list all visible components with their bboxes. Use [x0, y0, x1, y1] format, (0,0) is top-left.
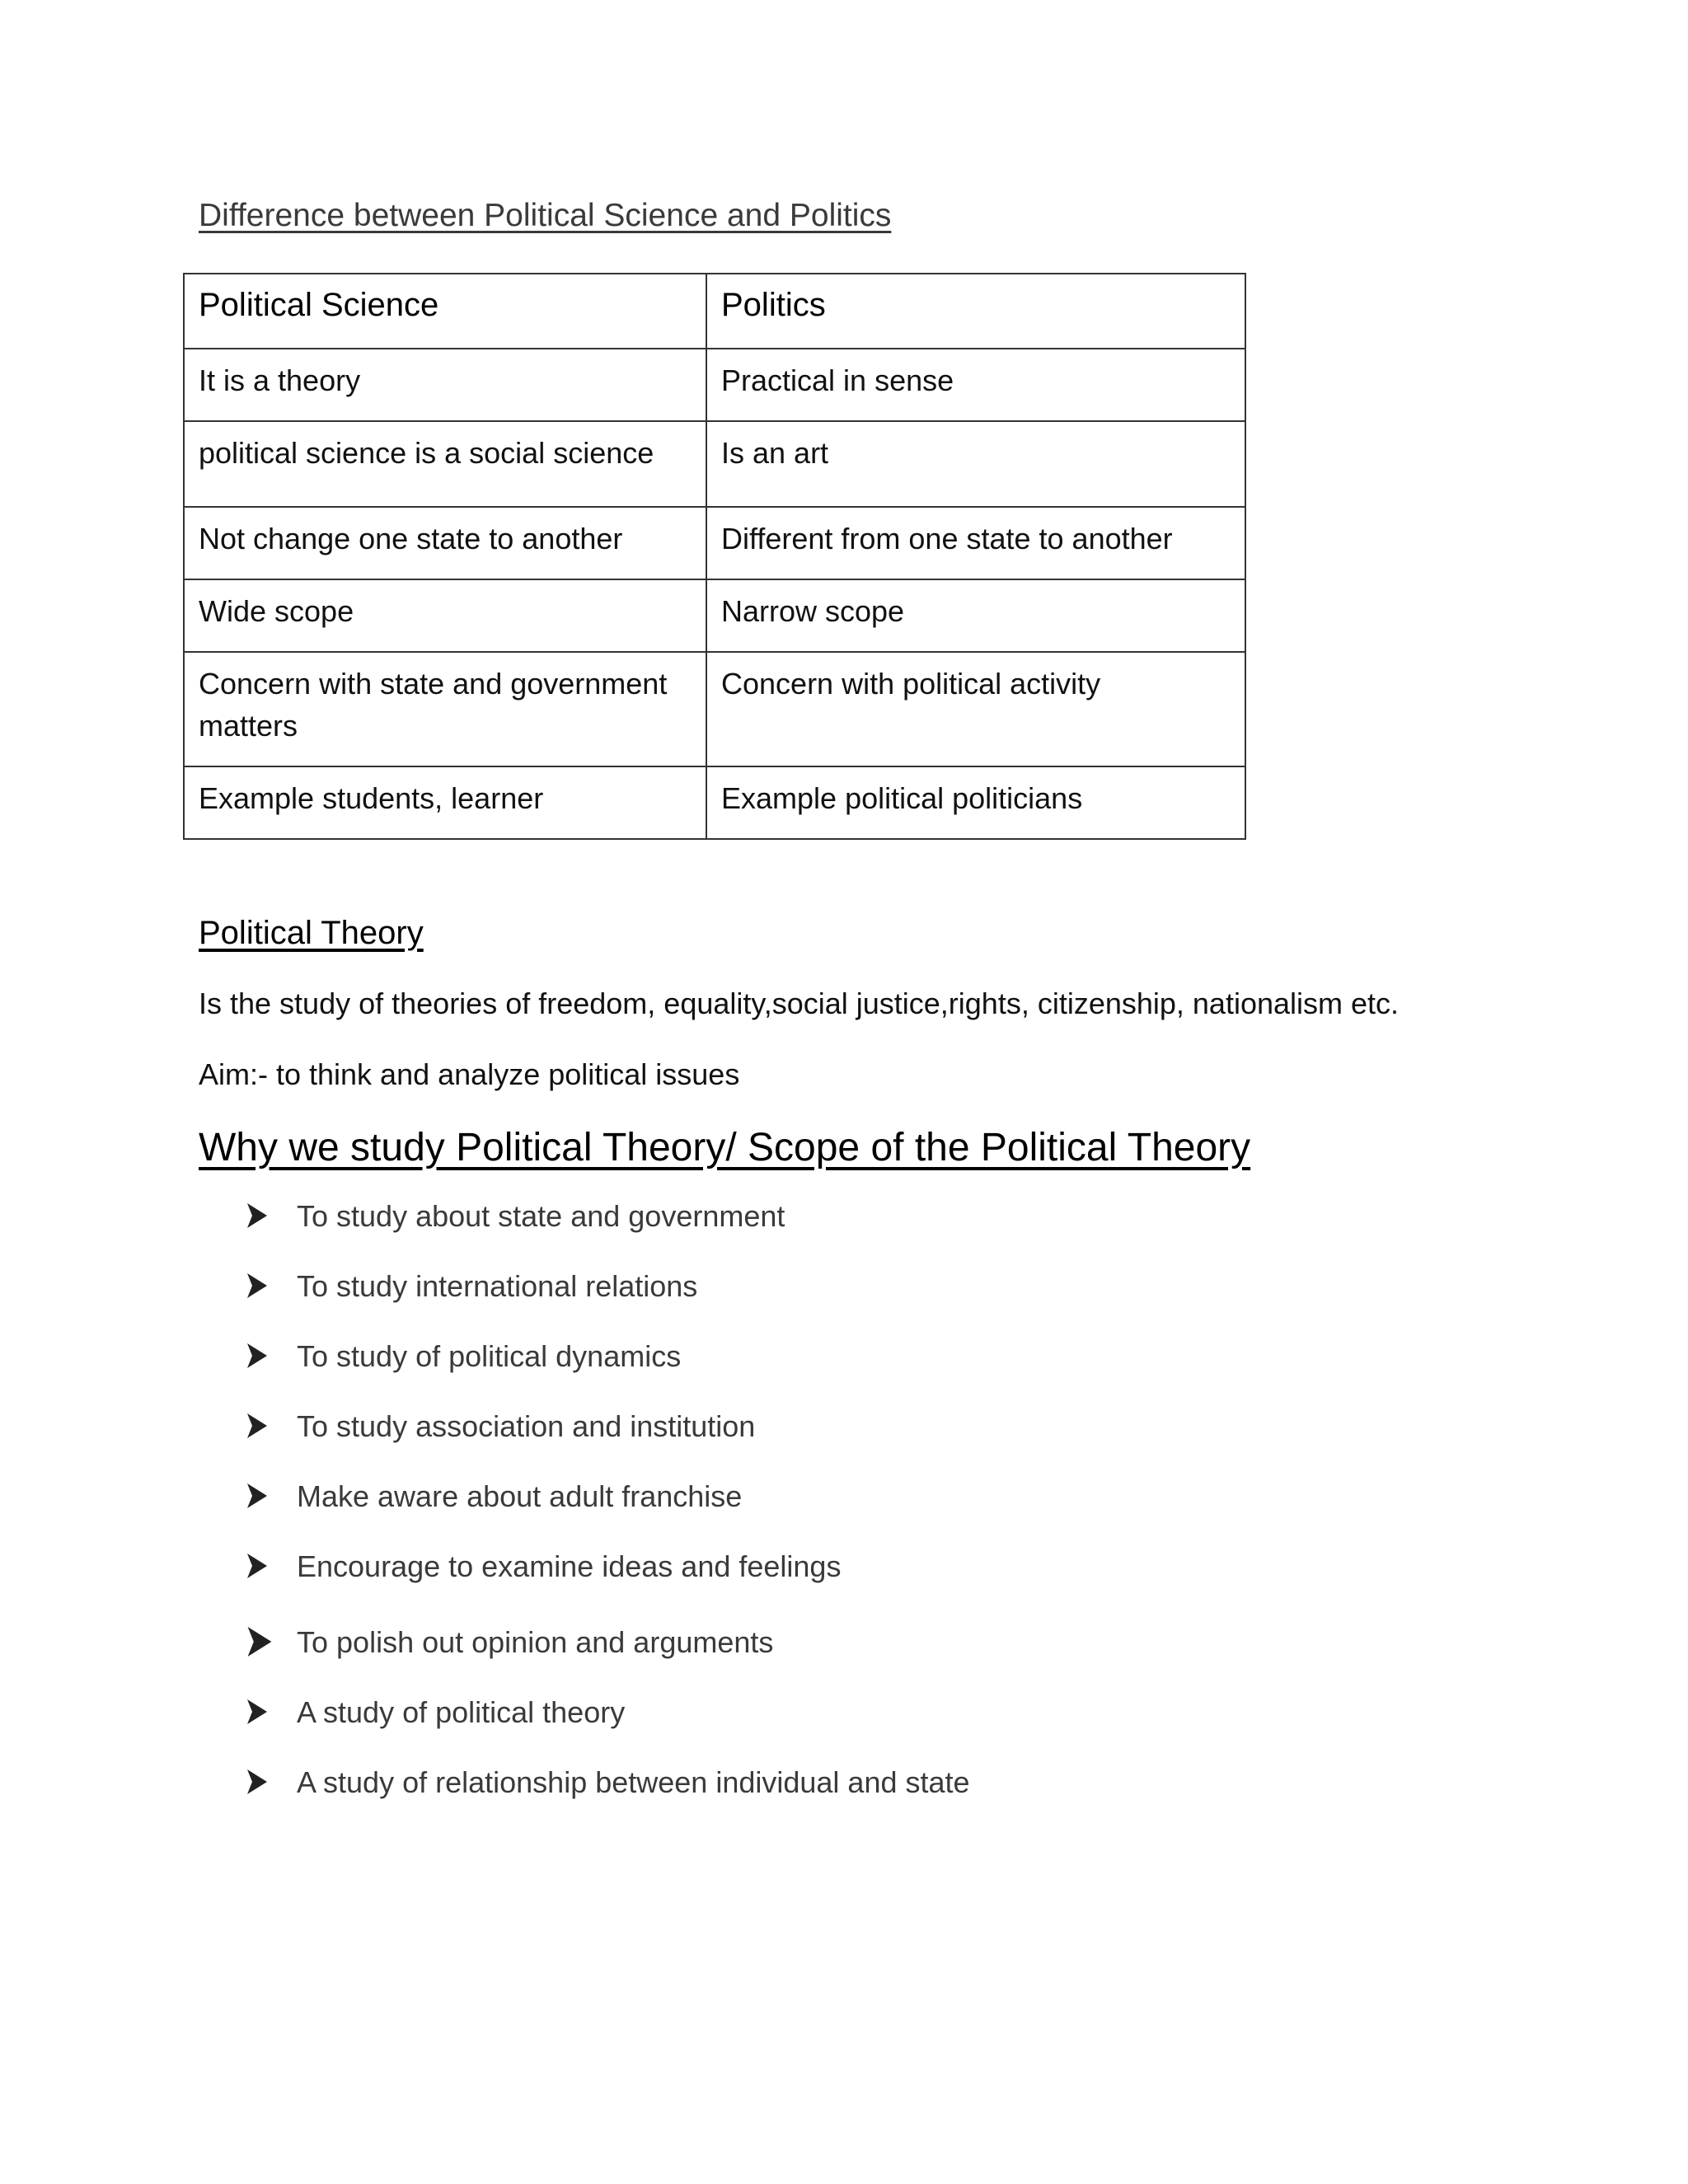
definition-text: Is the study of theories of freedom, equality,social justice,rights, citizenship, nationalism etc. [199, 987, 1400, 1020]
table-cell: Example political politicians [706, 766, 1245, 839]
table-header-cell: Political Science [184, 274, 706, 349]
table-cell: Not change one state to another [184, 507, 706, 579]
table-cell: Concern with state and government matters [184, 652, 706, 766]
table-row [184, 579, 1245, 652]
list-item-label: To study about state and government [297, 1199, 785, 1233]
table-row [184, 349, 1245, 421]
table-cell: It is a theory [184, 349, 706, 421]
arrowhead-bullet-icon [247, 1203, 267, 1228]
list-item [247, 1267, 970, 1337]
comparison-table [183, 273, 1246, 840]
table-header-row [184, 274, 1245, 349]
list-item-label: A study of political theory [297, 1695, 626, 1729]
list-item [247, 1763, 970, 1833]
list-item [247, 1623, 970, 1693]
table-cell: Wide scope [184, 579, 706, 652]
table-row [184, 766, 1245, 839]
arrowhead-bullet-icon [247, 1769, 267, 1794]
section-title-scope: Why we study Political Theory/ Scope of the Political Theory [199, 1126, 1251, 1169]
list-item [247, 1197, 970, 1267]
section-title-political-theory: Political Theory [199, 915, 424, 951]
list-item [247, 1547, 970, 1623]
list-item-label: To study international relations [297, 1269, 698, 1303]
arrowhead-bullet-icon [247, 1554, 267, 1578]
arrowhead-bullet-icon [247, 1273, 267, 1298]
arrowhead-bullet-icon [247, 1627, 272, 1657]
list-item [247, 1477, 970, 1547]
table-cell: Example students, learner [184, 766, 706, 839]
arrowhead-bullet-icon [247, 1343, 267, 1368]
list-item-label: To study association and institution [297, 1409, 756, 1443]
table-header-cell: Politics [706, 274, 1245, 349]
table-cell: Practical in sense [706, 349, 1245, 421]
list-item-label: A study of relationship between individual and state [297, 1765, 970, 1799]
table-cell: political science is a social science [184, 421, 706, 507]
table-row [184, 507, 1245, 579]
table-cell: Different from one state to another [706, 507, 1245, 579]
list-item-label: Encourage to examine ideas and feelings [297, 1549, 842, 1583]
table-cell: Narrow scope [706, 579, 1245, 652]
table-cell: Is an art [706, 421, 1245, 507]
list-item-label: To study of political dynamics [297, 1339, 682, 1373]
list-item-label: Make aware about adult franchise [297, 1479, 743, 1513]
arrowhead-bullet-icon [247, 1699, 267, 1724]
list-item [247, 1337, 970, 1407]
table-cell: Concern with political activity [706, 652, 1245, 766]
table-row [184, 421, 1245, 507]
section-title-difference: Difference between Political Science and Politics [199, 198, 892, 233]
aim-text: Aim:- to think and analyze political issues [199, 1057, 740, 1091]
list-item [247, 1693, 970, 1763]
list-item [247, 1407, 970, 1477]
list-item-label: To polish out opinion and arguments [297, 1625, 774, 1659]
table-row [184, 652, 1245, 766]
scope-list [247, 1197, 970, 1833]
arrowhead-bullet-icon [247, 1413, 267, 1438]
arrowhead-bullet-icon [247, 1483, 267, 1508]
